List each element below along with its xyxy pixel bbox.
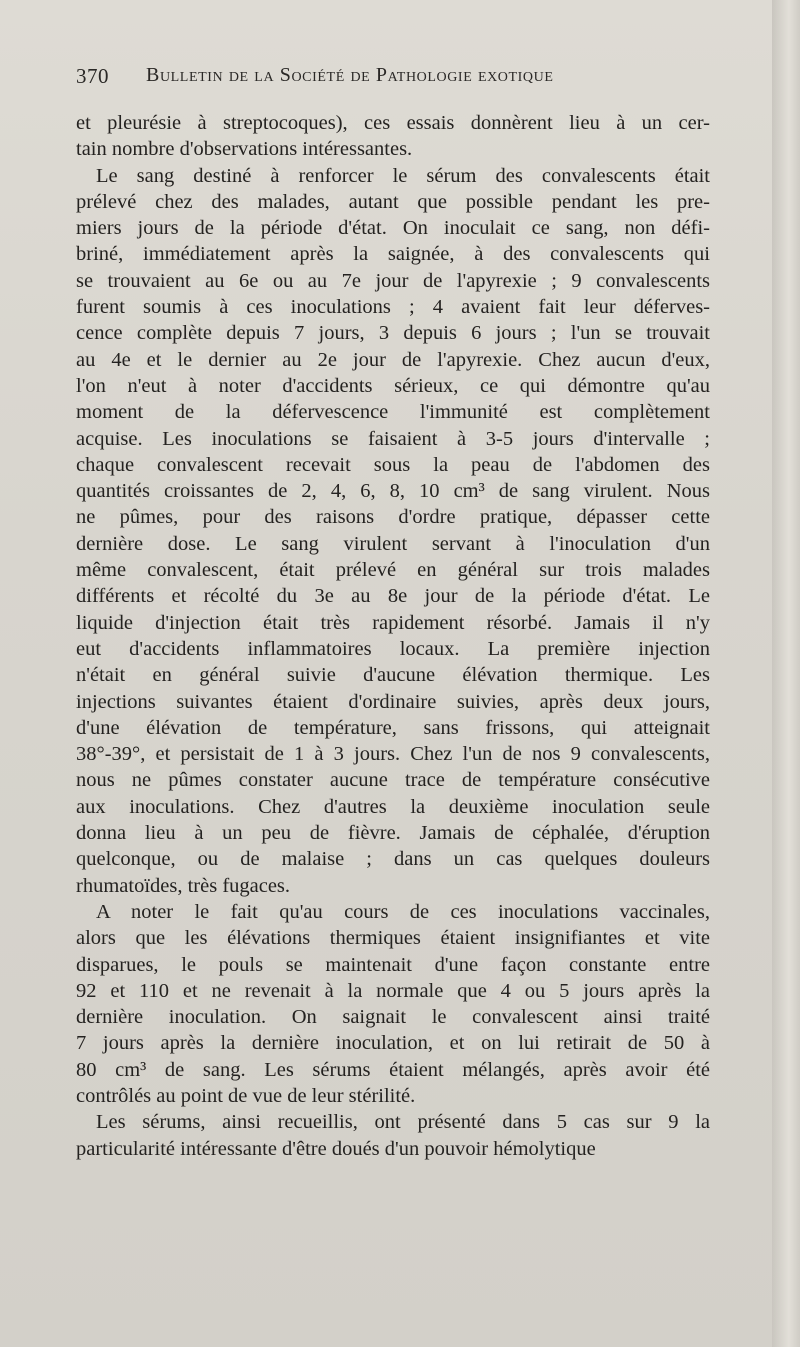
text-line: 7 jours après la dernière inoculation, et on lui retirait de 50 à	[76, 1032, 710, 1055]
text-line: donna lieu à un peu de fièvre. Jamais de céphalée, d'éruption	[76, 822, 710, 845]
text-line: furent soumis à ces inoculations ; 4 avaient fait leur déferves-	[76, 296, 710, 319]
page-number: 370	[76, 64, 109, 88]
text-line: moment de la défervescence l'immunité est complètement	[76, 401, 710, 424]
text-line: dernière inoculation. On saignait le convalescent ainsi traité	[76, 1006, 710, 1029]
text-line: quelconque, ou de malaise ; dans un cas quelques douleurs	[76, 848, 710, 871]
text-line: liquide d'injection était très rapidement résorbé. Jamais il n'y	[76, 611, 710, 634]
text-line: 92 et 110 et ne revenait à la normale que 4 ou 5 jours après la	[76, 979, 710, 1002]
text-line: miers jours de la période d'état. On inoculait ce sang, non défi-	[76, 217, 710, 240]
text-line: aux inoculations. Chez d'autres la deuxième inoculation seule	[76, 795, 710, 818]
text-line: n'était en général suivie d'aucune élévation thermique. Les	[76, 664, 710, 687]
text-line: contrôlés au point de vue de leur stérilité.	[76, 1084, 416, 1107]
page-edge	[772, 0, 800, 1347]
text-line: alors que les élévations thermiques étaient insignifiantes et vite	[76, 927, 710, 950]
text-line: prélevé chez des malades, autant que possible pendant les pre-	[76, 190, 710, 213]
text-line: ne pûmes, pour des raisons d'ordre pratique, dépasser cette	[76, 506, 710, 529]
text-line: Le sang destiné à renforcer le sérum des convalescents était	[96, 164, 710, 187]
text-line: briné, immédiatement après la saignée, à des convalescents qui	[76, 243, 710, 266]
running-head	[76, 64, 716, 94]
text-line: chaque convalescent recevait sous la peau de l'abdomen des	[76, 453, 710, 476]
text-line: nous ne pûmes constater aucune trace de température consécutive	[76, 769, 710, 792]
text-line: tain nombre d'observations intéressantes.	[76, 138, 413, 161]
text-line: 80 cm³ de sang. Les sérums étaient mélangés, après avoir été	[76, 1058, 710, 1081]
text-line: Les sérums, ainsi recueillis, ont présenté dans 5 cas sur 9 la	[96, 1111, 710, 1134]
journal-title: Bulletin de la Société de Pathologie exotique	[146, 64, 554, 86]
text-line: acquise. Les inoculations se faisaient à 3-5 jours d'intervalle ;	[76, 427, 710, 450]
text-line: disparues, le pouls se maintenait d'une façon constante entre	[76, 953, 710, 976]
text-line: rhumatoïdes, très fugaces.	[76, 874, 291, 897]
text-line: d'une élévation de température, sans frissons, qui atteignait	[76, 716, 710, 739]
text-line: se trouvaient au 6e ou au 7e jour de l'apyrexie ; 9 convalescents	[76, 269, 710, 292]
text-line: dernière dose. Le sang virulent servant à l'inoculation d'un	[76, 532, 710, 555]
text-line: quantités croissantes de 2, 4, 6, 8, 10 cm³ de sang virulent. Nous	[76, 480, 710, 503]
text-line: l'on n'eut à noter d'accidents sérieux, ce qui démontre qu'au	[76, 374, 710, 397]
text-line: cence complète depuis 7 jours, 3 depuis 6 jours ; l'un se trouvait	[76, 322, 710, 345]
text-line: au 4e et le dernier au 2e jour de l'apyrexie. Chez aucun d'eux,	[76, 348, 710, 371]
text-line: injections suivantes étaient d'ordinaire suivies, après deux jours,	[76, 690, 710, 713]
text-line: 38°-39°, et persistait de 1 à 3 jours. Chez l'un de nos 9 convalescents,	[76, 743, 710, 766]
text-line: eut d'accidents inflammatoires locaux. La première injection	[76, 637, 710, 660]
text-line: même convalescent, était prélevé en général sur trois malades	[76, 559, 710, 582]
text-line: A noter le fait qu'au cours de ces inoculations vaccinales,	[96, 900, 710, 923]
text-line: particularité intéressante d'être doués d'un pouvoir hémolytique	[76, 1137, 596, 1160]
body-text	[76, 110, 710, 1162]
text-line: différents et récolté du 3e au 8e jour de la période d'état. Le	[76, 585, 710, 608]
text-line: et pleurésie à streptocoques), ces essais donnèrent lieu à un cer-	[76, 112, 710, 134]
